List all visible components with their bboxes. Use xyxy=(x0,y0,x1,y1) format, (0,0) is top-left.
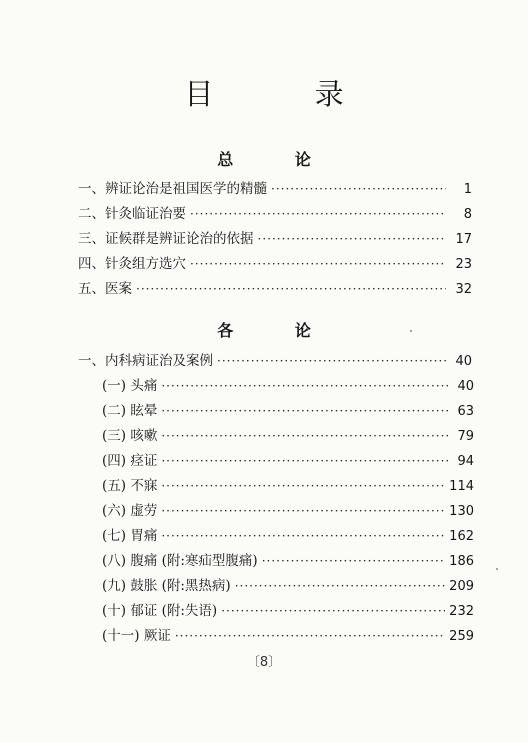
toc-entry[interactable] xyxy=(78,180,472,199)
toc-subentry-label: (九) 鼓胀 (附:黑热病) xyxy=(102,578,231,594)
leader-dots xyxy=(221,602,445,620)
toc-entry-label: 二、针灸临证治要 xyxy=(78,206,186,222)
toc-entry-label: 四、针灸组方选穴 xyxy=(78,256,186,272)
toc-subentry[interactable] xyxy=(102,502,474,521)
toc-entry-page: 17 xyxy=(455,232,472,247)
toc-subentry[interactable] xyxy=(102,552,474,571)
leader-dots xyxy=(217,352,446,370)
toc-subentry-page: 79 xyxy=(457,429,474,444)
leader-dots xyxy=(161,427,448,445)
toc-entry-label: 三、证候群是辨证论治的依据 xyxy=(78,231,254,247)
page-title: 目 录 xyxy=(184,77,390,111)
toc-subentry-label: (五) 不寐 xyxy=(102,478,158,494)
toc-entry-page: 23 xyxy=(455,257,472,272)
leader-dots xyxy=(271,180,446,198)
scan-speck xyxy=(410,330,412,332)
leader-dots xyxy=(262,552,445,570)
leader-dots xyxy=(161,502,445,520)
toc-entry-page: 8 xyxy=(463,207,472,222)
leader-dots xyxy=(190,255,446,273)
toc-subentry[interactable] xyxy=(102,627,474,646)
toc-subentry[interactable] xyxy=(102,427,474,446)
leader-dots xyxy=(190,205,446,223)
toc-subentry-page: 114 xyxy=(449,479,474,494)
toc-subentry-label: (四) 痉证 xyxy=(102,453,158,469)
toc-subentry[interactable] xyxy=(102,377,474,396)
toc-entry-label: 一、辨证论治是祖国医学的精髓 xyxy=(78,181,267,197)
scan-speck xyxy=(496,568,498,570)
leader-dots xyxy=(258,230,447,248)
toc-subentry-page: 186 xyxy=(449,554,474,569)
toc-subentry-page: 232 xyxy=(449,604,474,619)
toc-subentry-page: 130 xyxy=(449,504,474,519)
toc-subentry[interactable] xyxy=(102,402,474,421)
section-heading-general: 总 论 xyxy=(217,150,339,169)
toc-entry-label: 五、医案 xyxy=(78,281,132,297)
toc-subentry-label: (三) 咳嗽 xyxy=(102,428,158,444)
toc-subentry-label: (二) 眩晕 xyxy=(102,403,158,419)
leader-dots xyxy=(161,402,448,420)
toc-subentry-label: (八) 腹痛 (附:寒疝型腹痛) xyxy=(102,553,258,569)
toc-entry-page: 40 xyxy=(455,354,472,369)
toc-entry[interactable] xyxy=(78,230,472,249)
toc-entry[interactable] xyxy=(78,352,472,371)
toc-subentry-label: (一) 头痛 xyxy=(102,378,158,394)
toc-subentry-page: 94 xyxy=(457,454,474,469)
toc-subentry[interactable] xyxy=(102,527,474,546)
toc-subentry-page: 63 xyxy=(457,404,474,419)
leader-dots xyxy=(235,577,445,595)
toc-subentry[interactable] xyxy=(102,577,474,596)
toc-subentry-page: 259 xyxy=(449,629,474,644)
toc-subentry-page: 40 xyxy=(457,379,474,394)
toc-subentry-label: (十) 郁证 (附:失语) xyxy=(102,603,218,619)
leader-dots xyxy=(161,527,445,545)
toc-subentry[interactable] xyxy=(102,452,474,471)
toc-entry[interactable] xyxy=(78,280,472,299)
toc-entry[interactable] xyxy=(78,255,472,274)
leader-dots xyxy=(161,377,448,395)
toc-subentry-page: 162 xyxy=(449,529,474,544)
leader-dots xyxy=(161,477,445,495)
section-heading-specific: 各 论 xyxy=(217,321,339,340)
toc-entry[interactable] xyxy=(78,205,472,224)
toc-subentry[interactable] xyxy=(102,602,474,621)
toc-subentry-label: (六) 虚劳 xyxy=(102,503,158,519)
leader-dots xyxy=(161,452,448,470)
page-number-footer: 〔8〕 xyxy=(246,655,282,670)
leader-dots xyxy=(175,627,445,645)
toc-subentry[interactable] xyxy=(102,477,474,496)
toc-entry-label: 一、内科病证治及案例 xyxy=(78,353,213,369)
toc-entry-page: 32 xyxy=(455,282,472,297)
toc-subentry-page: 209 xyxy=(449,579,474,594)
toc-subentry-label: (七) 胃痛 xyxy=(102,528,158,544)
toc-entry-page: 1 xyxy=(463,182,472,197)
leader-dots xyxy=(136,280,446,298)
toc-subentry-label: (十一) 厥证 xyxy=(102,628,171,644)
